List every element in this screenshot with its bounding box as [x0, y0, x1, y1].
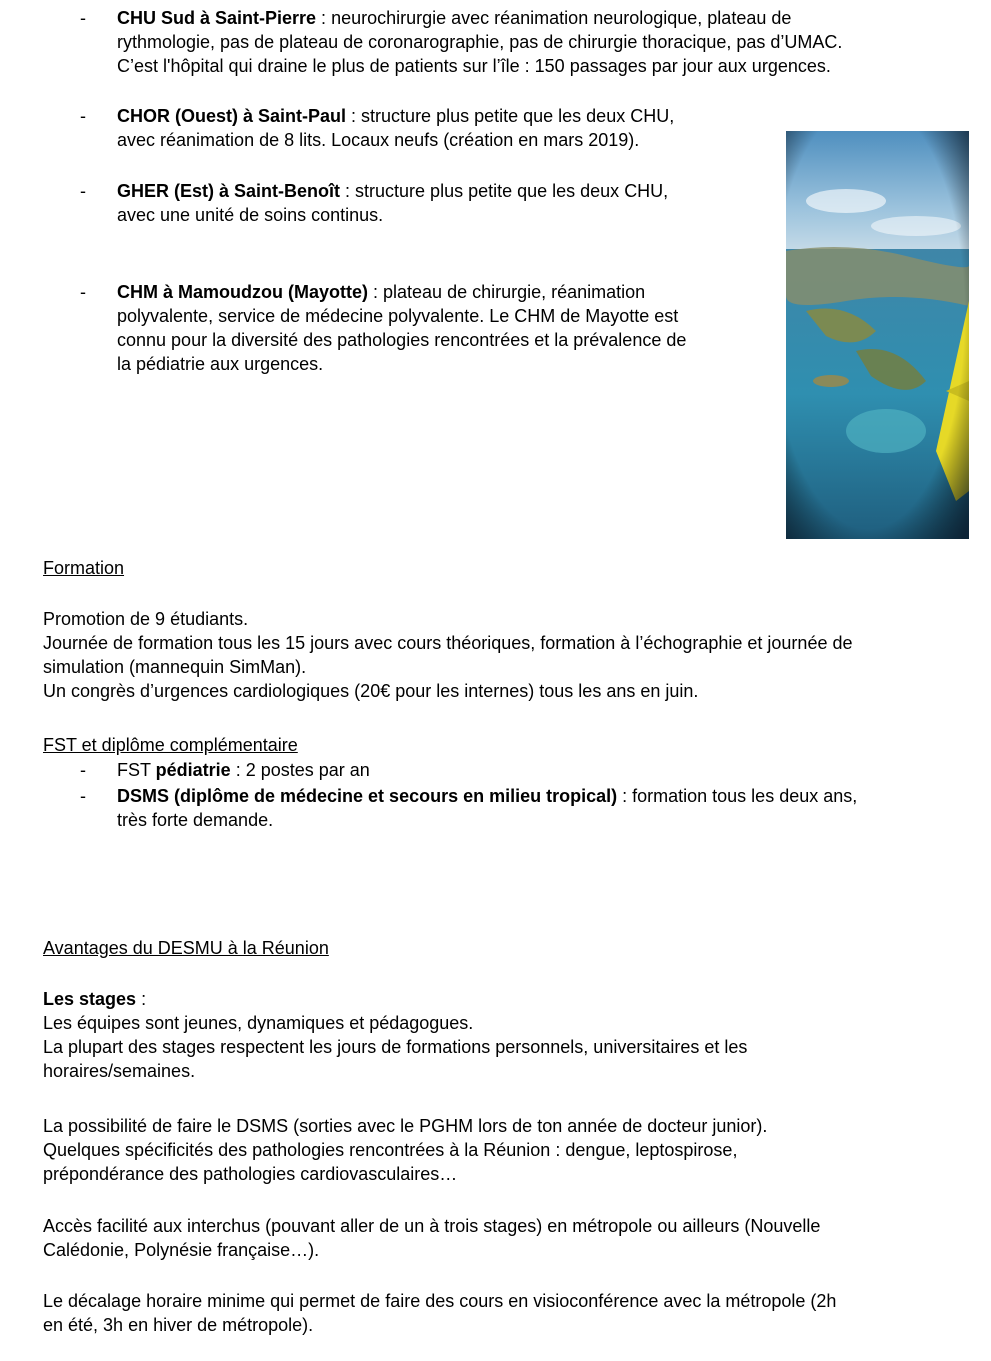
list-dash: -	[80, 106, 86, 126]
hospital-desc-line: structure plus petite que les deux CHU,	[355, 181, 669, 201]
hospital-desc-line: neurochirurgie avec réanimation neurologique, plateau de	[331, 8, 792, 28]
hospital-name: GHER (Est) à Saint-Benoît	[117, 181, 341, 201]
avantages-interchus	[43, 1214, 973, 1262]
avantages-line: Le décalage horaire minime qui permet de faire des cours en visioconférence avec la métropole (2h	[43, 1291, 837, 1311]
avantages-line: La possibilité de faire le DSMS (sorties avec le PGHM lors de ton année de docteur junior).	[43, 1116, 768, 1136]
avantages-dsms	[43, 1114, 973, 1186]
avantages-line: prépondérance des pathologies cardiovasculaires…	[43, 1164, 458, 1184]
formation-line: Promotion de 9 étudiants.	[43, 609, 249, 629]
list-dash: -	[80, 786, 86, 806]
avantages-line: Les équipes sont jeunes, dynamiques et pédagogues.	[43, 1013, 474, 1033]
aerial-photo	[786, 131, 969, 539]
hospital-desc-line: structure plus petite que les deux CHU,	[361, 106, 675, 126]
hospital-desc-line: plateau de chirurgie, réanimation	[383, 282, 646, 302]
formation-line: Journée de formation tous les 15 jours avec cours théoriques, formation à l’échographie et journée de	[43, 633, 853, 653]
list-dash: -	[80, 760, 86, 780]
avantages-line: Calédonie, Polynésie française…).	[43, 1240, 320, 1260]
hospital-desc-line: la pédiatrie aux urgences.	[117, 354, 324, 374]
section-heading-fst: FST et diplôme complémentaire	[43, 735, 298, 755]
hospital-name: CHM à Mamoudzou (Mayotte)	[117, 282, 368, 302]
section-heading-formation: Formation	[43, 558, 125, 578]
list-dash: -	[80, 181, 86, 201]
hospital-desc-line: avec réanimation de 8 lits. Locaux neufs (création en mars 2019).	[117, 130, 640, 150]
aerial-photo-illustration	[786, 131, 969, 539]
avantages-line: horaires/semaines.	[43, 1061, 196, 1081]
hospital-name: CHU Sud à Saint-Pierre	[117, 8, 317, 28]
formation-line: Un congrès d’urgences cardiologiques (20€ pour les internes) tous les ans en juin.	[43, 681, 699, 701]
avantages-line: Accès facilité aux interchus (pouvant aller de un à trois stages) en métropole ou ailleurs (Nouvelle	[43, 1216, 821, 1236]
hospital-desc-line: C’est l'hôpital qui draine le plus de patients sur l’île : 150 passages par jour aux urgences.	[117, 56, 831, 76]
list-dash: -	[80, 8, 86, 28]
avantages-line: La plupart des stages respectent les jours de formations personnels, universitaires et les	[43, 1037, 748, 1057]
hospital-desc-line: avec une unité de soins continus.	[117, 205, 384, 225]
list-dash: -	[80, 282, 86, 302]
hospital-desc-line: rythmologie, pas de plateau de coronarographie, pas de chirurgie thoracique, pas d’UMAC.	[117, 32, 843, 52]
section-heading-avantages: Avantages du DESMU à la Réunion	[43, 938, 329, 958]
hospital-desc-line: polyvalente, service de médecine polyvalente. Le CHM de Mayotte est	[117, 306, 679, 326]
hospital-name: CHOR (Ouest) à Saint-Paul	[117, 106, 347, 126]
stages-label: Les stages	[43, 989, 137, 1009]
avantages-line: Quelques spécificités des pathologies rencontrées à la Réunion : dengue, leptospirose,	[43, 1140, 738, 1160]
avantages-line: en été, 3h en hiver de métropole).	[43, 1315, 314, 1335]
avantages-stages: Les stages : Les équipes sont jeunes, dynamiques et pédagogues. La plupart des stages respectent les jours de formations personnels, universitaires et les horaires/semaines.	[43, 987, 973, 1083]
formation-line: simulation (mannequin SimMan).	[43, 657, 307, 677]
avantages-decalage	[43, 1289, 973, 1337]
hospital-desc-line: connu pour la diversité des pathologies rencontrées et la prévalence de	[117, 330, 687, 350]
formation-text	[43, 607, 973, 703]
